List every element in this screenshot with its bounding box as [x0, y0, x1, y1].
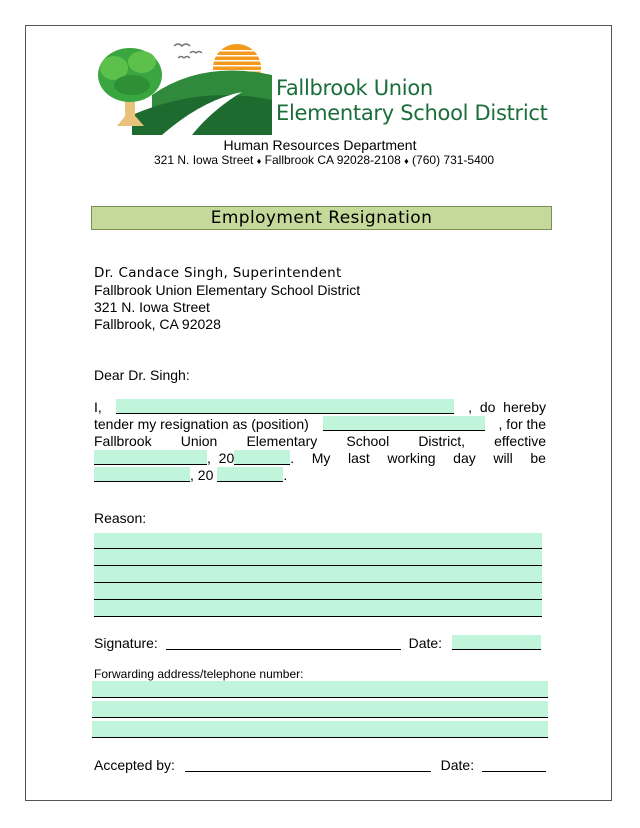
forwarding-rule — [92, 717, 548, 718]
body-line-2 — [94, 416, 546, 433]
word: My — [311, 450, 331, 466]
forwarding-field-2[interactable] — [92, 701, 548, 717]
employee-name-field[interactable] — [116, 399, 454, 414]
word: District, — [418, 433, 465, 449]
last-day-date-field[interactable] — [94, 467, 190, 482]
body-tender: tender my resignation as (position) — [94, 416, 309, 432]
department-title: Human Resources Department — [223, 137, 417, 153]
body-for-the: , for the — [498, 416, 546, 432]
forwarding-field-1[interactable] — [92, 681, 548, 697]
recipient-city: Fallbrook, CA 92028 — [94, 316, 221, 332]
accepted-row — [94, 757, 546, 774]
body-i: I, — [94, 399, 102, 415]
word: Fallbrook — [94, 433, 152, 449]
reason-label: Reason: — [94, 510, 147, 526]
accepted-date-field[interactable] — [482, 757, 546, 772]
recipient-street: 321 N. Iowa Street — [94, 299, 210, 315]
forwarding-rule — [92, 697, 548, 698]
body-line-4 — [94, 450, 546, 467]
period: . — [290, 450, 295, 466]
accepted-by-field[interactable] — [185, 757, 431, 772]
signature-row — [94, 635, 546, 652]
word: working — [387, 450, 436, 466]
department-address — [154, 153, 494, 167]
accepted-label: Accepted by: — [94, 757, 175, 773]
phone: (760) 731-5400 — [412, 153, 495, 167]
year-prefix: , 20 — [207, 450, 235, 466]
recipient-name: Dr. Candace Singh, Superintendent — [94, 265, 342, 281]
city: Fallbrook CA 92028-2108 — [264, 153, 401, 167]
date-label: Date: — [440, 757, 475, 773]
last-day-year-field[interactable] — [217, 467, 283, 482]
form-title: Employment Resignation — [210, 208, 433, 228]
word: School — [346, 433, 390, 449]
separator-icon: ♦ — [256, 156, 262, 166]
year-prefix: , 20 — [190, 467, 214, 483]
reason-rule — [94, 548, 542, 549]
district-logo — [92, 40, 272, 135]
district-line-1: Fallbrook Union — [276, 76, 433, 100]
forwarding-label: Forwarding address/telephone number: — [94, 667, 304, 681]
reason-textarea[interactable] — [94, 533, 542, 617]
bird-icon — [190, 52, 202, 54]
word: day — [453, 450, 476, 466]
signature-date-field[interactable] — [452, 635, 541, 650]
reason-rule — [94, 616, 542, 617]
word: effective — [494, 433, 546, 449]
position-field[interactable] — [323, 416, 485, 431]
recipient-district: Fallbrook Union Elementary School District — [94, 282, 361, 298]
word: last — [347, 450, 370, 466]
salutation: Dear Dr. Singh: — [94, 367, 190, 383]
body-line-5 — [94, 467, 546, 484]
forwarding-field-3[interactable] — [92, 721, 548, 737]
reason-rule — [94, 565, 542, 566]
body-line-3 — [94, 433, 546, 450]
forwarding-rule — [92, 737, 548, 738]
word: will — [493, 450, 513, 466]
word: be — [530, 450, 546, 466]
date-label: Date: — [408, 635, 443, 651]
effective-date-field[interactable] — [94, 450, 207, 465]
separator-icon: ♦ — [404, 156, 409, 166]
effective-year-field[interactable] — [234, 450, 290, 465]
street: 321 N. Iowa Street — [154, 153, 254, 167]
signature-label: Signature: — [94, 635, 158, 651]
reason-rule — [94, 582, 542, 583]
word: Union — [180, 433, 218, 449]
body-do-hereby: , do hereby — [468, 399, 546, 415]
bird-icon — [178, 57, 190, 59]
bird-icon — [174, 44, 190, 46]
reason-rule — [94, 599, 542, 600]
district-line-2: Elementary School District — [276, 101, 548, 125]
period: . — [283, 467, 288, 483]
signature-field[interactable] — [166, 635, 401, 650]
district-name — [276, 76, 548, 126]
word: Elementary — [246, 433, 318, 449]
form-title-banner — [91, 206, 552, 230]
body-line-1 — [94, 399, 546, 416]
